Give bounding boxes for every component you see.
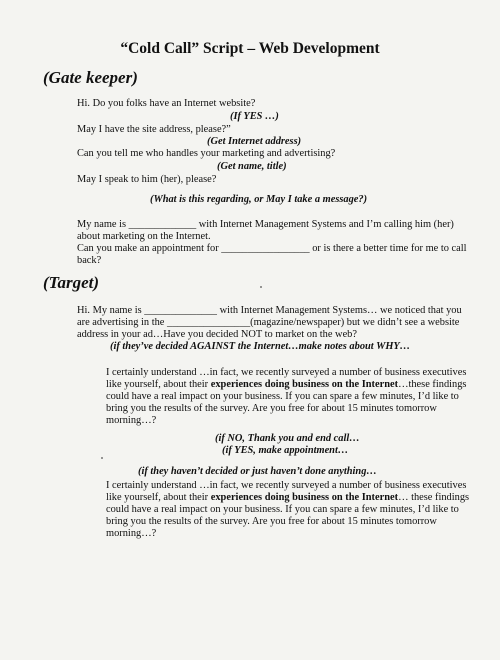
gatekeeper-cue: (Get Internet address)	[207, 136, 302, 147]
response-emphasis: experiences doing business on the Internet	[210, 379, 399, 390]
target-paragraph-line: Hi. My name is ______________ with Internet Management Systems… we noticed that you	[77, 305, 462, 316]
response-text: … these findings	[398, 492, 470, 503]
response-line: I certainly understand …in fact, we recently surveyed a number of business executives	[106, 367, 467, 378]
gatekeeper-line: May I have the site address, please?”	[77, 124, 231, 135]
gatekeeper-heading: (Gate keeper)	[43, 68, 138, 87]
response-line: morning…?	[106, 415, 157, 426]
target-heading: (Target)	[43, 273, 100, 292]
gatekeeper-paragraph-line: about marketing on the Internet.	[77, 231, 211, 242]
scan-speck	[260, 286, 262, 288]
response-line: could have a real impact on your business. If you can spare a few minutes, I’d like to	[106, 391, 459, 402]
page-title: “Cold Call” Script – Web Development	[120, 40, 380, 57]
gatekeeper-cue: (Get name, title)	[217, 161, 287, 172]
response-line: bring you the results of the survey. Are you free for about 15 minutes tomorrow	[106, 403, 437, 414]
response-text: …these findings	[398, 379, 467, 390]
response-line	[106, 379, 466, 391]
response-line: morning…?	[106, 528, 157, 539]
target-cue: (if they haven’t decided or just haven’t done anything…	[138, 466, 377, 477]
response-text: like yourself, about their	[106, 379, 211, 390]
gatekeeper-paragraph-line: Can you make an appointment for _________________ or is there a better time for me to call	[77, 243, 467, 254]
response-text: like yourself, about their	[106, 492, 211, 503]
gatekeeper-paragraph-line: back?	[77, 255, 102, 266]
target-cue: (if YES, make appointment…	[222, 445, 349, 456]
response-line	[106, 492, 469, 504]
response-line: I certainly understand …in fact, we recently surveyed a number of business executives	[106, 480, 467, 491]
gatekeeper-cue: (If YES …)	[230, 111, 279, 122]
scan-speck	[101, 457, 103, 459]
response-emphasis: experiences doing business on the Internet	[210, 492, 399, 503]
target-cue: (if they’ve decided AGAINST the Internet…make notes about WHY…	[110, 341, 411, 352]
target-cue: (if NO, Thank you and end call…	[215, 433, 360, 444]
response-line: bring you the results of the survey. Are you free for about 15 minutes tomorrow	[106, 516, 437, 527]
gatekeeper-line: Hi. Do you folks have an Internet website?	[77, 98, 256, 109]
gatekeeper-line: May I speak to him (her), please?	[77, 174, 217, 185]
response-line: could have a real impact on your business. If you can spare a few minutes, I’d like to	[106, 504, 459, 515]
gatekeeper-cue: (What is this regarding, or May I take a message?)	[150, 194, 368, 205]
target-paragraph-line: address in your ad…Have you decided NOT to market on the web?	[77, 329, 357, 340]
gatekeeper-line: Can you tell me who handles your marketing and advertising?	[77, 148, 336, 159]
gatekeeper-paragraph-line: My name is _____________ with Internet Management Systems and I’m calling him (her)	[77, 219, 454, 230]
target-paragraph-line: are advertising in the ________________(magazine/newspaper) but we didn’t see a website	[77, 317, 460, 328]
